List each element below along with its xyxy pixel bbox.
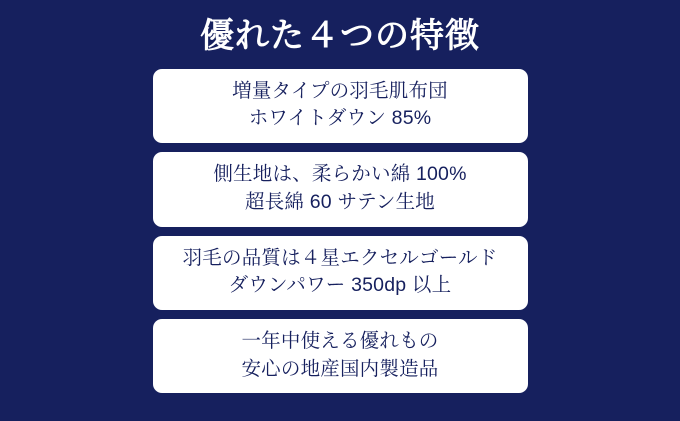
feature-line-secondary: 安心の地産国内製造品 <box>241 357 439 380</box>
feature-list <box>0 69 680 394</box>
list-item <box>153 152 528 226</box>
feature-line-primary: 一年中使える優れもの <box>241 329 439 352</box>
feature-line-primary: 側生地は、柔らかい綿 100% <box>213 163 467 186</box>
feature-line-secondary: 超長綿 60 サテン生地 <box>245 190 435 213</box>
list-item <box>153 236 528 310</box>
page-title: 優れた４つの特徴 <box>200 17 480 55</box>
list-item <box>153 319 528 393</box>
feature-line-primary: 増量タイプの羽毛肌布団 <box>232 79 448 102</box>
feature-line-primary: 羽毛の品質は４星エクセルゴールド <box>182 246 498 269</box>
feature-line-secondary: ホワイトダウン 85% <box>248 107 432 130</box>
list-item <box>153 69 528 143</box>
feature-line-secondary: ダウンパワー 350dp 以上 <box>228 274 452 297</box>
